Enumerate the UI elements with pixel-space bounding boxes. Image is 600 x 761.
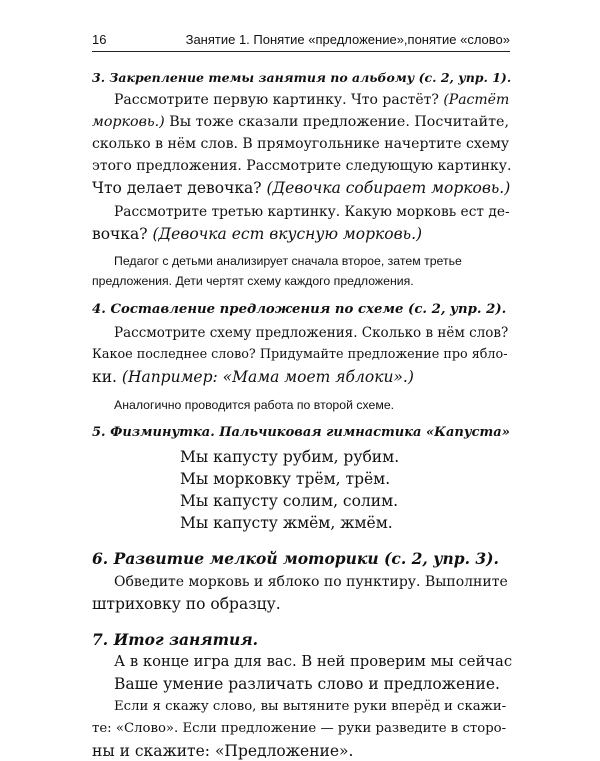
section-3-text xyxy=(114,90,509,110)
answer-run: (Девочка ест вкусную морковь.) xyxy=(152,225,423,243)
section-3-text: этого предложения. Рассмотрите следующую картинку. xyxy=(92,158,512,174)
section-3-heading: 3. Закрепление темы занятия по альбому (с. 2, упр. 1). xyxy=(92,70,512,85)
section-3-text xyxy=(92,112,509,132)
section-3-text xyxy=(92,178,510,198)
section-7-text: Ваше умение различать слово и предложение. xyxy=(114,675,500,693)
section-7-text: А в конце игра для вас. В ней проверим мы сейчас xyxy=(114,653,513,670)
section-5-heading: 5. Физминутка. Пальчиковая гимнастика «Капуста» xyxy=(92,425,510,440)
verse-line: Мы капусту солим, солим. xyxy=(180,492,399,510)
text-run: Рассмотрите первую картинку. Что растёт? xyxy=(114,92,439,108)
section-7-text: ны и скажите: «Предложение». xyxy=(92,742,354,760)
section-7-text: Если я скажу слово, вы вытяните руки вперёд и скажи- xyxy=(114,699,507,714)
section-3-text: Рассмотрите третью картинку. Какую морковь ест де- xyxy=(114,204,510,220)
teacher-note: предложения. Дети чертят схему каждого предложения. xyxy=(92,274,414,288)
verse-line: Мы капусту рубим, рубим. xyxy=(180,448,400,466)
answer-run: (Девочка собирает морковь.) xyxy=(266,179,511,197)
running-header xyxy=(92,30,510,50)
header-title: Занятие 1. Понятие «предложение»,понятие «слово» xyxy=(185,32,510,47)
text-run: ки. xyxy=(92,368,117,386)
answer-run: морковь.) xyxy=(92,114,165,130)
section-4-heading: 4. Составление предложения по схеме (с. 2, упр. 2). xyxy=(92,302,507,317)
section-6-heading: 6. Развитие мелкой моторики (с. 2, упр. 3). xyxy=(92,549,499,568)
section-6-text: Обведите морковь и яблоко по пунктиру. Выполните xyxy=(114,574,508,590)
section-3-text xyxy=(92,224,422,244)
answer-run: (Например: «Мама моет яблоки».) xyxy=(121,368,414,386)
teacher-note: Педагог с детьми анализирует сначала второе, затем третье xyxy=(114,254,462,268)
section-3-text: сколько в нём слов. В прямоугольнике начертите схему xyxy=(92,136,510,152)
text-run: вочка? xyxy=(92,225,148,243)
verse-line: Мы морковку трём, трём. xyxy=(180,470,391,488)
section-4-text: Какое последнее слово? Придумайте предложение про ябло- xyxy=(92,347,508,362)
header-rule xyxy=(92,51,510,52)
section-6-text: штриховку по образцу. xyxy=(92,595,281,613)
verse-line: Мы капусту жмём, жмём. xyxy=(180,514,393,532)
text-run: Вы тоже сказали предложение. Посчитайте, xyxy=(169,114,510,130)
section-4-text xyxy=(92,367,414,387)
page-number: 16 xyxy=(92,32,107,47)
section-7-text: те: «Слово». Если предложение — руки разведите в сторо- xyxy=(92,721,507,736)
section-7-heading: 7. Итог занятия. xyxy=(92,630,259,649)
answer-run: (Растёт xyxy=(443,92,510,108)
text-run: Что делает девочка? xyxy=(92,179,262,197)
section-4-text: Рассмотрите схему предложения. Сколько в нём слов? xyxy=(114,325,509,341)
teacher-note: Аналогично проводится работа по второй схеме. xyxy=(114,398,395,412)
